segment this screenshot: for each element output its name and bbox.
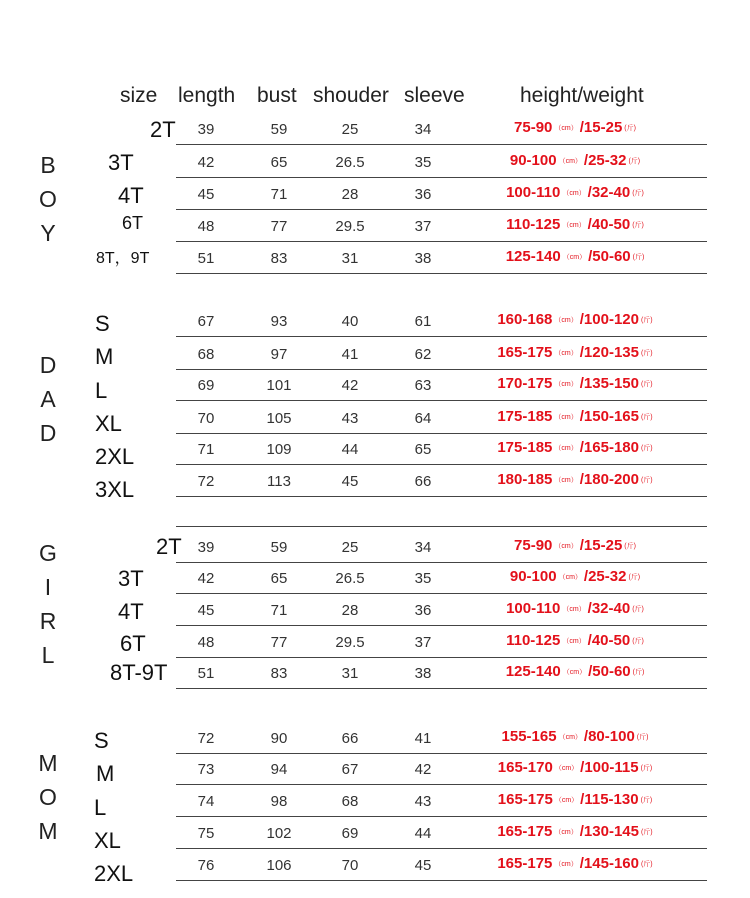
length-cell: 73 (197, 761, 215, 778)
bust-cell: 83 (270, 665, 288, 682)
header-bust: bust (257, 84, 297, 107)
bust-cell: 94 (270, 761, 288, 778)
length-cell: 39 (197, 121, 215, 138)
shoulder-cell: 28 (341, 186, 359, 203)
cm-unit: （cm） (554, 350, 578, 358)
size-label: 2T (156, 534, 182, 559)
group-label-boy (36, 148, 60, 250)
weight-value: /15-25 (579, 119, 623, 136)
shoulder-cell: 70 (341, 857, 359, 874)
sleeve-cell: 34 (414, 121, 432, 138)
weight-value: /180-200 (579, 471, 639, 488)
height-value: 160-168 (497, 311, 553, 328)
bust-cell: 102 (266, 825, 292, 842)
height-weight-cell (448, 632, 704, 649)
group-letter: I (44, 574, 52, 600)
sleeve-cell: 35 (414, 154, 432, 171)
size-label: L (95, 378, 108, 403)
weight-value: /32-40 (587, 600, 631, 617)
shoulder-cell: 43 (341, 410, 359, 427)
cm-unit: （cm） (562, 606, 586, 614)
shoulder-cell: 31 (341, 665, 359, 682)
cm-unit: （cm） (562, 638, 586, 646)
cm-unit: （cm） (554, 543, 578, 551)
sleeve-cell: 66 (414, 473, 432, 490)
shoulder-cell: 41 (341, 346, 359, 363)
table-row (176, 562, 707, 594)
bust-cell: 113 (267, 473, 291, 490)
shoulder-cell: 68 (341, 793, 359, 810)
height-weight-cell (448, 408, 704, 425)
sleeve-cell: 36 (414, 602, 432, 619)
height-value: 165-175 (497, 344, 553, 361)
height-value: 165-175 (497, 823, 553, 840)
height-weight-cell (448, 663, 704, 680)
group-letter: D (39, 352, 57, 378)
table-row (176, 817, 707, 849)
size-label: 2XL (94, 861, 134, 886)
bust-cell: 77 (270, 218, 288, 235)
jin-unit: (斤) (632, 222, 644, 230)
header-length: length (178, 84, 236, 107)
table-row (176, 242, 707, 274)
sleeve-cell: 45 (414, 857, 432, 874)
table-row (176, 338, 707, 370)
height-weight-cell (448, 119, 704, 136)
table-row (176, 594, 707, 626)
shoulder-cell: 45 (341, 473, 359, 490)
cm-unit: （cm） (554, 414, 578, 422)
shoulder-cell: 25 (341, 121, 359, 138)
size-label: S (94, 728, 109, 753)
shoulder-cell: 44 (341, 441, 359, 458)
table-row (176, 178, 707, 210)
shoulder-cell: 31 (341, 250, 359, 267)
sleeve-cell: 38 (414, 665, 432, 682)
table-row (176, 785, 707, 817)
length-cell: 67 (197, 313, 215, 330)
jin-unit: (斤) (636, 734, 649, 742)
bust-cell: 101 (266, 377, 292, 394)
weight-value: /25-32 (583, 152, 627, 169)
height-weight-cell (448, 471, 704, 488)
size-label: 3T (108, 150, 134, 175)
length-cell: 72 (197, 473, 215, 490)
group-letter: B (40, 152, 56, 178)
bust-cell: 98 (270, 793, 288, 810)
height-value: 125-140 (505, 663, 561, 680)
size-label: 4T (118, 599, 144, 624)
length-cell: 74 (197, 793, 215, 810)
weight-value: /40-50 (587, 632, 631, 649)
size-label: M (95, 344, 114, 369)
weight-value: /135-150 (579, 375, 639, 392)
height-value: 90-100 (509, 152, 557, 169)
bust-cell: 106 (266, 857, 292, 874)
size-label: 2XL (95, 444, 135, 469)
group-label-dad (36, 348, 60, 450)
jin-unit: (斤) (632, 669, 645, 677)
size-label: 3XL (95, 477, 135, 502)
weight-value: /100-115 (580, 759, 639, 776)
table-row (176, 722, 707, 754)
jin-unit: (斤) (632, 254, 645, 262)
height-value: 75-90 (514, 537, 553, 554)
shoulder-cell: 25 (341, 539, 359, 556)
table-row (176, 753, 707, 785)
size-label: 2T (150, 117, 176, 142)
length-cell: 71 (197, 441, 215, 458)
length-cell: 45 (197, 602, 215, 619)
length-cell: 51 (197, 665, 215, 682)
cm-unit: （cm） (554, 477, 578, 485)
sleeve-cell: 37 (414, 634, 432, 651)
height-value: 175-185 (497, 439, 553, 456)
height-weight-cell (448, 823, 704, 840)
height-weight-cell (448, 311, 704, 328)
jin-unit: (斤) (640, 797, 653, 805)
jin-unit: (斤) (632, 638, 644, 646)
length-cell: 39 (197, 539, 215, 556)
shoulder-cell: 26.5 (335, 570, 365, 587)
group-letter: M (38, 750, 58, 776)
length-cell: 45 (197, 186, 215, 203)
size-label: 8T-9T (110, 660, 168, 685)
jin-unit: (斤) (628, 574, 641, 582)
table-row (176, 113, 707, 145)
shoulder-cell: 66 (341, 730, 359, 747)
sleeve-cell: 38 (414, 250, 432, 267)
weight-value: /40-50 (587, 216, 631, 233)
size-label: 3T (118, 566, 144, 591)
bust-cell: 71 (270, 186, 288, 203)
sleeve-cell: 43 (414, 793, 432, 810)
jin-unit: (斤) (632, 190, 644, 198)
group-letter: O (39, 784, 57, 810)
cm-unit: （cm） (562, 222, 586, 230)
header-height-weight: height/weight (520, 84, 644, 107)
height-value: 180-185 (497, 471, 553, 488)
length-cell: 42 (197, 154, 215, 171)
sleeve-cell: 37 (414, 218, 432, 235)
jin-unit: (斤) (640, 317, 653, 325)
weight-value: /120-135 (579, 344, 639, 361)
height-value: 90-100 (509, 568, 557, 585)
cm-unit: （cm） (554, 829, 578, 837)
size-label: 6T (122, 213, 144, 233)
bust-cell: 59 (270, 539, 288, 556)
weight-value: /165-180 (579, 439, 639, 456)
length-cell: 70 (197, 410, 215, 427)
shoulder-cell: 42 (341, 377, 359, 394)
sleeve-cell: 41 (414, 730, 432, 747)
table-row (176, 531, 707, 563)
table-row (176, 369, 707, 401)
header-shoulder: shouder (313, 84, 389, 107)
cm-unit: （cm） (554, 317, 578, 325)
shoulder-cell: 29.5 (335, 634, 365, 651)
height-value: 100-110 (506, 600, 561, 617)
height-value: 110-125 (506, 216, 561, 233)
cm-unit: （cm） (562, 190, 586, 198)
jin-unit: (斤) (640, 414, 653, 422)
bust-cell: 77 (270, 634, 288, 651)
shoulder-cell: 29.5 (335, 218, 365, 235)
group-letter: L (41, 642, 55, 668)
length-cell: 48 (197, 634, 215, 651)
cm-unit: （cm） (554, 797, 579, 805)
cm-unit: （cm） (562, 254, 587, 262)
height-value: 75-90 (514, 119, 553, 136)
cm-unit: （cm） (554, 765, 579, 773)
table-row (176, 305, 707, 337)
group-letter: R (39, 608, 57, 634)
height-value: 165-175 (497, 855, 553, 872)
height-weight-cell (448, 537, 704, 554)
height-value: 110-125 (506, 632, 561, 649)
table-row (176, 626, 707, 658)
shoulder-cell: 69 (341, 825, 359, 842)
weight-value: /80-100 (583, 728, 635, 745)
jin-unit: (斤) (640, 381, 653, 389)
table-row (176, 465, 707, 497)
weight-value: /150-165 (579, 408, 639, 425)
height-weight-cell (448, 216, 704, 233)
weight-value: /130-145 (579, 823, 639, 840)
shoulder-cell: 40 (341, 313, 359, 330)
cm-unit: （cm） (554, 445, 578, 453)
cm-unit: （cm） (562, 669, 587, 677)
cm-unit: （cm） (554, 125, 578, 133)
length-cell: 51 (197, 250, 215, 267)
group-letter: G (39, 540, 57, 566)
bust-cell: 97 (270, 346, 288, 363)
height-value: 125-140 (505, 248, 561, 265)
size-label: M (96, 761, 115, 786)
height-value: 100-110 (506, 184, 561, 201)
weight-value: /25-32 (583, 568, 627, 585)
height-value: 155-165 (501, 728, 557, 745)
group-letter: O (39, 186, 57, 212)
jin-unit: (斤) (632, 606, 644, 614)
table-row (176, 849, 707, 881)
height-value: 170-175 (497, 375, 553, 392)
sleeve-cell: 64 (414, 410, 432, 427)
weight-value: /100-120 (579, 311, 639, 328)
shoulder-cell: 28 (341, 602, 359, 619)
weight-value: /50-60 (588, 248, 631, 265)
height-weight-cell (448, 759, 704, 776)
sleeve-cell: 42 (414, 761, 432, 778)
bust-cell: 93 (270, 313, 288, 330)
height-weight-cell (448, 375, 704, 392)
weight-value: /32-40 (587, 184, 631, 201)
bust-cell: 109 (266, 441, 292, 458)
height-value: 175-185 (497, 408, 553, 425)
header-sleeve: sleeve (404, 84, 465, 107)
height-weight-cell (448, 728, 704, 745)
weight-value: /145-160 (579, 855, 639, 872)
length-cell: 75 (197, 825, 215, 842)
bust-cell: 83 (270, 250, 288, 267)
weight-value: /50-60 (588, 663, 631, 680)
section-divider (176, 526, 707, 527)
table-row (176, 210, 707, 242)
size-label: XL (95, 411, 122, 436)
bust-cell: 59 (270, 121, 288, 138)
weight-value: /115-130 (580, 791, 639, 808)
height-weight-cell (448, 855, 704, 872)
sleeve-cell: 62 (414, 346, 432, 363)
bust-cell: 71 (270, 602, 288, 619)
sleeve-cell: 36 (414, 186, 432, 203)
length-cell: 76 (197, 857, 215, 874)
bust-cell: 105 (266, 410, 292, 427)
bust-cell: 90 (270, 730, 288, 747)
jin-unit: (斤) (640, 765, 653, 773)
group-letter: Y (40, 220, 56, 246)
shoulder-cell: 67 (341, 761, 359, 778)
height-weight-cell (448, 248, 704, 265)
jin-unit: (斤) (640, 350, 653, 358)
height-weight-cell (448, 184, 704, 201)
cm-unit: （cm） (558, 574, 582, 582)
length-cell: 48 (197, 218, 215, 235)
jin-unit: (斤) (640, 477, 653, 485)
size-label: XL (94, 828, 121, 853)
table-row (176, 146, 707, 178)
jin-unit: (斤) (628, 158, 641, 166)
jin-unit: (斤) (640, 829, 653, 837)
size-label: S (95, 311, 110, 336)
height-weight-cell (448, 344, 704, 361)
cm-unit: （cm） (554, 861, 578, 869)
sleeve-cell: 61 (414, 313, 432, 330)
bust-cell: 65 (270, 570, 288, 587)
sleeve-cell: 34 (414, 539, 432, 556)
sleeve-cell: 35 (414, 570, 432, 587)
jin-unit: (斤) (624, 543, 636, 551)
table-row (176, 402, 707, 434)
cm-unit: （cm） (558, 158, 582, 166)
group-label-girl (36, 536, 60, 672)
length-cell: 69 (197, 377, 215, 394)
cm-unit: （cm） (558, 734, 582, 742)
size-label: 4T (118, 183, 144, 208)
group-label-mom (36, 746, 60, 848)
height-weight-cell (448, 152, 704, 169)
sleeve-cell: 63 (414, 377, 432, 394)
sleeve-cell: 65 (414, 441, 432, 458)
group-letter: M (38, 818, 58, 844)
shoulder-cell: 26.5 (335, 154, 365, 171)
height-value: 165-175 (497, 791, 553, 808)
height-weight-cell (448, 568, 704, 585)
height-weight-cell (448, 600, 704, 617)
height-weight-cell (448, 791, 704, 808)
group-letter: A (40, 386, 56, 412)
length-cell: 72 (197, 730, 215, 747)
size-label: L (94, 795, 107, 820)
length-cell: 42 (197, 570, 215, 587)
length-cell: 68 (197, 346, 215, 363)
height-value: 165-170 (497, 759, 553, 776)
header-size: size (120, 84, 158, 107)
group-letter: D (39, 420, 57, 446)
height-weight-cell (448, 439, 704, 456)
jin-unit: (斤) (640, 861, 653, 869)
size-label: 8T，9T (96, 250, 150, 267)
cm-unit: （cm） (554, 381, 578, 389)
bust-cell: 65 (270, 154, 288, 171)
size-label: 6T (120, 631, 146, 656)
jin-unit: (斤) (640, 445, 653, 453)
table-row (176, 657, 707, 689)
jin-unit: (斤) (624, 125, 636, 133)
sleeve-cell: 44 (414, 825, 432, 842)
weight-value: /15-25 (579, 537, 623, 554)
table-row (176, 433, 707, 465)
